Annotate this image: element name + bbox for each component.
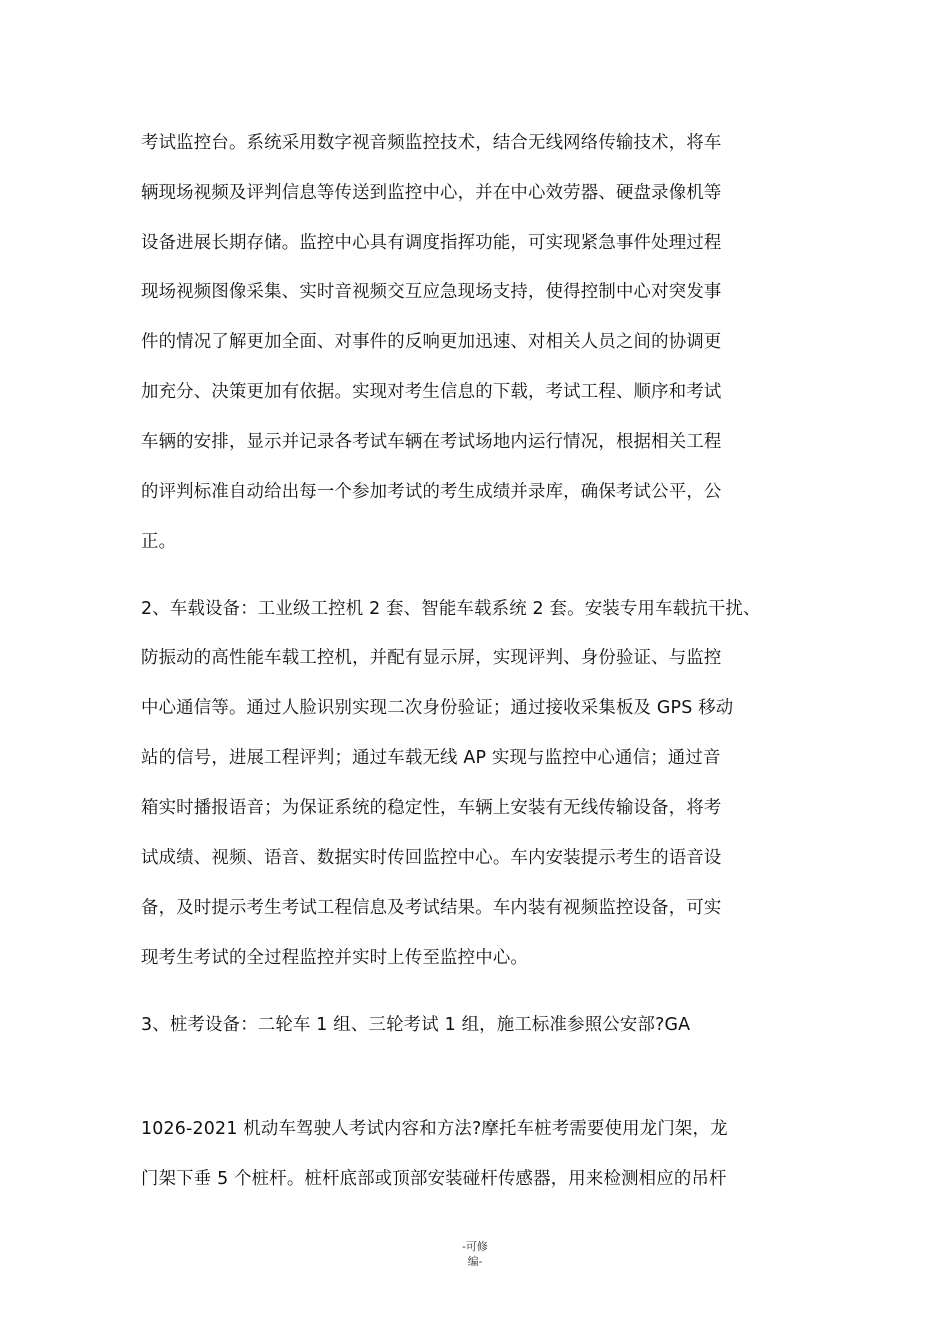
text-line: 站的信号，进展工程评判；通过车载无线 AP 实现与监控中心通信；通过音	[141, 748, 721, 768]
text-line: 设备进展长期存储。监控中心具有调度指挥功能，可实现紧急事件处理过程	[141, 233, 722, 253]
text-line: 现考生考试的全过程监控并实时上传至监控中心。	[141, 948, 528, 968]
text-line: 试成绩、视频、语音、数据实时传回监控中心。车内安装提示考生的语音设	[141, 848, 722, 868]
text-line: 件的情况了解更加全面、对事件的反响更加迅速、对相关人员之间的协调更	[141, 332, 722, 352]
text-line: 箱实时播报语音；为保证系统的稳定性，车辆上安装有无线传输设备，将考	[141, 798, 722, 818]
text-line: 的评判标准自动给出每一个参加考试的考生成绩并录库，确保考试公平，公	[141, 482, 722, 502]
text-line: 辆现场视频及评判信息等传送到监控中心，并在中心效劳器、硬盘录像机等	[141, 183, 722, 203]
page-footer-line-1: -可修	[462, 1240, 488, 1253]
text-line: 防振动的高性能车载工控机，并配有显示屏，实现评判、身份验证、与监控	[141, 648, 722, 668]
text-line: 加充分、决策更加有依据。实现对考生信息的下载，考试工程、顺序和考试	[141, 382, 722, 402]
page-footer-line-2: 编-	[467, 1255, 483, 1268]
text-line: 中心通信等。通过人脸识别实现二次身份验证；通过接收采集板及 GPS 移动	[141, 698, 734, 718]
text-line: 3、桩考设备：二轮车 1 组、三轮考试 1 组，施工标准参照公安部?GA	[141, 1015, 691, 1035]
text-line: 车辆的安排，显示并记录各考试车辆在考试场地内运行情况，根据相关工程	[141, 432, 722, 452]
text-line: 正。	[141, 532, 177, 552]
text-line: 门架下垂 5 个桩杆。桩杆底部或顶部安装碰杆传感器，用来检测相应的吊杆	[141, 1169, 727, 1189]
text-line: 备，及时提示考生考试工程信息及考试结果。车内装有视频监控设备，可实	[141, 898, 722, 918]
text-line: 现场视频图像采集、实时音视频交互应急现场支持，使得控制中心对突发事	[141, 282, 722, 302]
text-line: 2、车载设备：工业级工控机 2 套、智能车载系统 2 套。安装专用车载抗干扰、	[141, 599, 761, 619]
text-line: 1026-2021 机动车驾驶人考试内容和方法?摩托车桩考需要使用龙门架，龙	[141, 1119, 728, 1139]
text-line: 考试监控台。系统采用数字视音频监控技术，结合无线网络传输技术，将车	[141, 133, 722, 153]
